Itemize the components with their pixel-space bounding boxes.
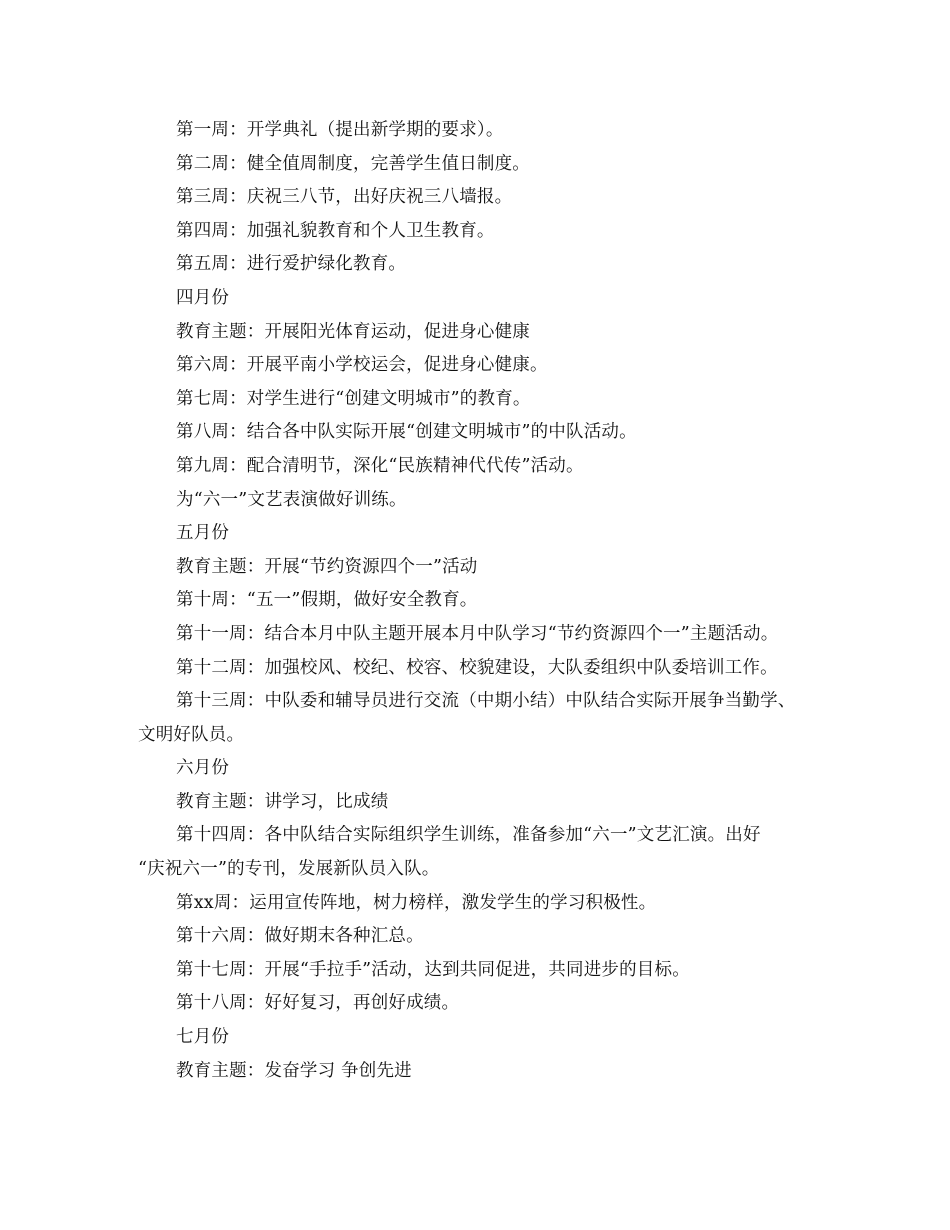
text-line: 第三周：庆祝三八节，出好庆祝三八墙报。 (176, 187, 513, 208)
text-line: 第十八周：好好复习，再创好成绩。 (176, 993, 460, 1014)
text-line: 第七周：对学生进行“创建文明城市”的教育。 (176, 388, 531, 409)
theme-line: 教育主题：开展阳光体育运动，促进身心健康 (176, 321, 530, 342)
text-line: 第五周：进行爱护绿化教育。 (176, 254, 407, 275)
text-line: 第十二周：加强校风、校纪、校容、校貌建设，大队委组织中队委培训工作。 (176, 657, 778, 678)
text-line-continuation: 文明好队员。 (138, 724, 245, 745)
text-line: 第九周：配合清明节，深化“民族精神代代传”活动。 (176, 455, 584, 476)
text-line: 第十三周：中队委和辅导员进行交流（中期小结）中队结合实际开展争当勤学、 (176, 691, 796, 712)
theme-line: 教育主题：开展“节约资源四个一”活动 (176, 556, 478, 577)
text-line: 第六周：开展平南小学校运会，促进身心健康。 (176, 355, 548, 376)
text-line: 第十一周：结合本月中队主题开展本月中队学习“节约资源四个一”主题活动。 (176, 623, 779, 644)
month-heading: 六月份 (176, 758, 230, 779)
text-line: 第二周：健全值周制度，完善学生值日制度。 (176, 153, 530, 174)
text-line: 为“六一”文艺表演做好训练。 (176, 489, 407, 510)
text-line: 第十四周：各中队结合实际组织学生训练，准备参加“六一”文艺汇演。出好 (176, 825, 761, 846)
text-line-continuation: “庆祝六一”的专刊，发展新队员入队。 (138, 859, 440, 880)
text-line: 第十周：“五一”假期，做好安全教育。 (176, 590, 478, 611)
theme-line: 教育主题：讲学习，比成绩 (176, 791, 389, 812)
text-line: 第八周：结合各中队实际开展“创建文明城市”的中队活动。 (176, 422, 637, 443)
text-line: 第一周：开学典礼（提出新学期的要求）。 (176, 120, 504, 140)
text-line: 第十六周：做好期末各种汇总。 (176, 926, 424, 947)
text-line: 第十七周：开展“手拉手”活动，达到共同促进，共同进步的目标。 (176, 959, 690, 980)
theme-line: 教育主题：发奋学习 争创先进 (176, 1060, 412, 1081)
month-heading: 四月份 (176, 287, 230, 308)
text-line: 第四周：加强礼貌教育和个人卫生教育。 (176, 220, 495, 241)
month-heading: 七月份 (176, 1027, 230, 1048)
document-body (138, 114, 828, 1088)
text-line: 第xx周：运用宣传阵地，树力榜样，激发学生的学习积极性。 (176, 892, 657, 913)
month-heading: 五月份 (176, 523, 230, 544)
